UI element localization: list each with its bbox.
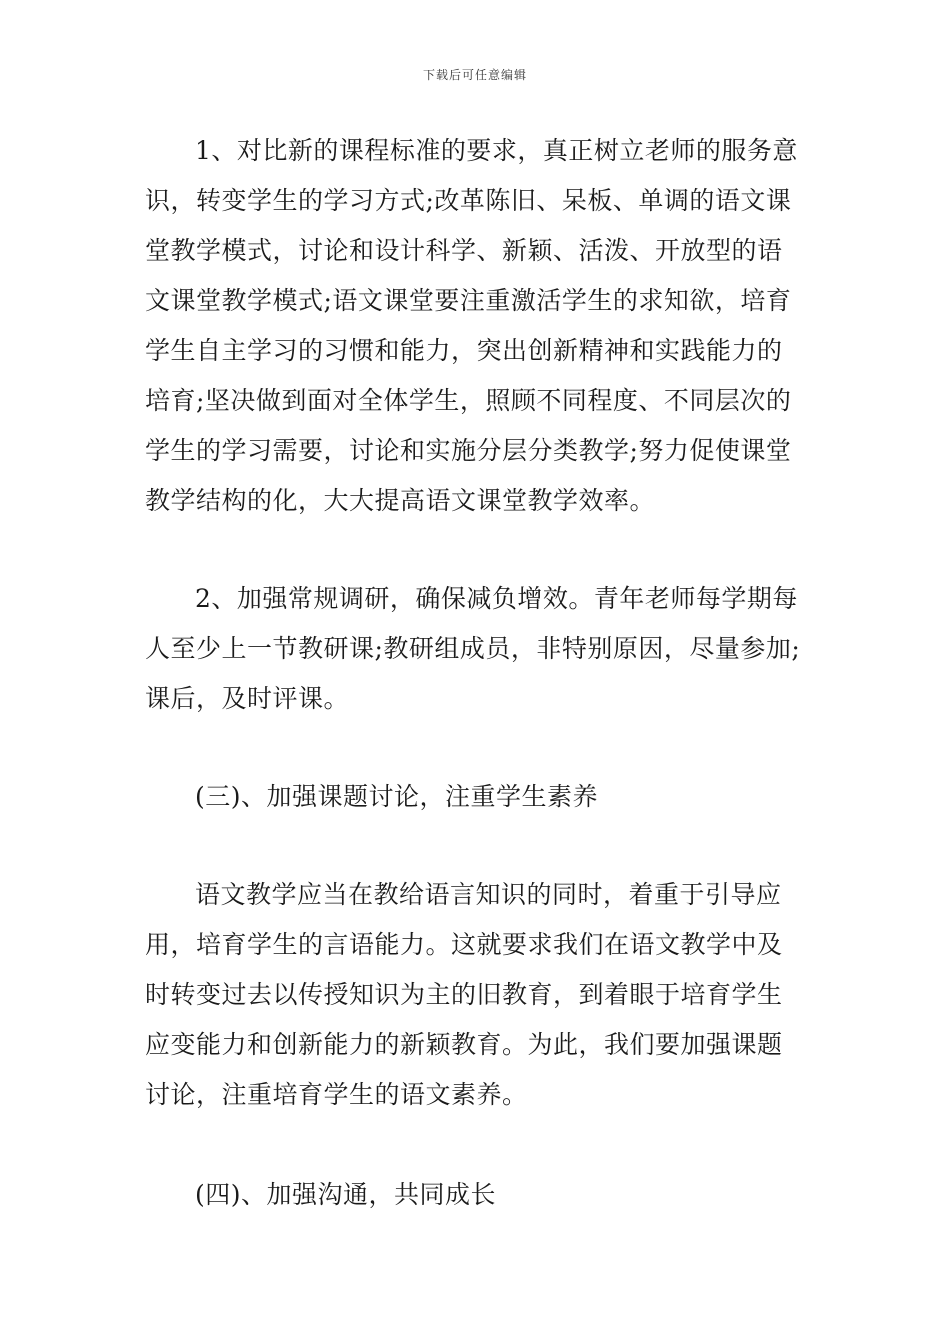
paragraph-3 [145, 870, 825, 1120]
paragraph-1 [145, 126, 825, 526]
section-heading: (三)、加强课题讨论，注重学生素养 [195, 782, 599, 811]
paragraph-line: 用，培育学生的言语能力。这就要求我们在语文教学中及 [145, 930, 783, 959]
paragraph-line: 2、加强常规调研，确保减负增效。青年老师每学期每 [195, 584, 798, 613]
section-heading-3 [145, 772, 825, 822]
paragraph-line: 时转变过去以传授知识为主的旧教育，到着眼于培育学生 [145, 980, 783, 1009]
paragraph-line: 人至少上一节教研课;教研组成员，非特别原因，尽量参加; [145, 634, 801, 663]
paragraph-line: 识，转变学生的学习方式;改革陈旧、呆板、单调的语文课 [145, 186, 792, 215]
paragraph-line: 培育;坚决做到面对全体学生，照顾不同程度、不同层次的 [145, 386, 792, 415]
paragraph-line: 应变能力和创新能力的新颖教育。为此，我们要加强课题 [145, 1030, 783, 1059]
paragraph-line: 教学结构的化，大大提高语文课堂教学效率。 [145, 486, 656, 515]
paragraph-line: 文课堂教学模式;语文课堂要注重激活学生的求知欲，培育 [145, 286, 792, 315]
paragraph-line: 课后，及时评课。 [145, 684, 350, 713]
page-header-note: 下载后可任意编辑 [422, 68, 527, 82]
paragraph-line: 语文教学应当在教给语言知识的同时，着重于引导应 [195, 880, 782, 909]
section-heading: (四)、加强沟通，共同成长 [195, 1180, 497, 1209]
paragraph-line: 学生的学习需要，讨论和实施分层分类教学;努力促使课堂 [145, 436, 792, 465]
paragraph-line: 学生自主学习的习惯和能力，突出创新精神和实践能力的 [145, 336, 783, 365]
paragraph-line: 讨论，注重培育学生的语文素养。 [145, 1080, 528, 1109]
paragraph-line: 1、对比新的课程标准的要求，真正树立老师的服务意 [195, 136, 798, 165]
section-heading-4 [145, 1170, 825, 1220]
paragraph-line: 堂教学模式，讨论和设计科学、新颖、活泼、开放型的语 [145, 236, 783, 265]
paragraph-2 [145, 574, 825, 724]
